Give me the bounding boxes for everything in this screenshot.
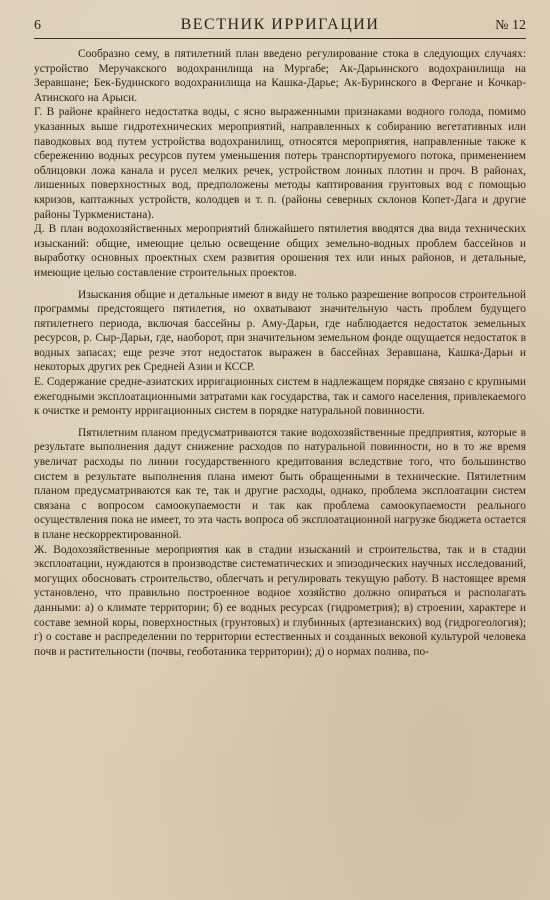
- paragraph-d: Д. В план водохозяйственных мероприятий ближайшего пятилетия вводятся два вида технических изысканий: общие, имеющие целью освещение общих земельно-водных проблем бассейнов и выработку основных проектных схем развития орошения тех или иных районов, и детальные, имеющие целью составление строительных проектов.: [34, 223, 526, 279]
- paragraph-five-year-plan: Пятилетним планом предусматриваются такие водохозяйственные предприятия, которые в результате выполнения дадут снижение расходов по натуральной повинности, но в то же время увеличат расходы по линии государственного кредитования вследствие того, что большинство систем в результате выполнения плана имеют быть обращенными в технические. Пятилетним планом предусматриваются как те, так и другие расходы, однако, проблема эксплоатации систем связана с вопросом самоокупаемости и так как проблема самоокупаемости реального осуществления пока не имеет, то эта часть вопроса об эксплоатационной нагрузке бюджета остается в плане нескорректированной.: [34, 426, 526, 541]
- paragraph-zh: Ж. Водохозяйственные мероприятия как в стадии изысканий и строительства, так и в стадии эксплоатации, нуждаются в производстве систематических и эпизодических научных исследований, могущих обосновать строительство, облегчать и регулировать текущую работу. В настоящее время установлено, что правильно построенное водное хозяйство должно опираться и располагать данными: а) о климате территории; б) ее водных ресурсах (гидрометрия); в) строении, характере и составе земной коры, поверхностных (грунтовых) и глубинных (артезианских) вод (гидрогеология); г) о составе и распределении по территории естественных и созданных вековой культурой человека почв и растительности (почвы, геоботаника территории); д) о нормах полива, по-: [34, 543, 526, 658]
- paragraph-e: Е. Содержание средне-азиатских ирригационных систем в надлежащем порядке связано с крупными ежегодными эксплоатационными затратами как государства, так и самого населения, привлекаемого к очистке и ремонту ирригационных систем в порядке натуральной повинности.: [34, 376, 526, 418]
- page-number: 6: [34, 18, 41, 33]
- paragraph-regulation: Сообразно сему, в пятилетний план введено регулирование стока в следующих случаях: устройство Меручакского водохранилища на Мургабе; Ак-Дарьинского водохранилища на Зеравшане; Бек-Будинского водохранилища на Кашка-Дарье; Ак-Буринского в Фергане и Кочкар-Атинского на Арыси.: [34, 48, 526, 104]
- running-header: [34, 16, 526, 39]
- issue-number: № 12: [495, 18, 526, 33]
- journal-title: ВЕСТНИК ИРРИГАЦИИ: [180, 16, 380, 33]
- article-body: [34, 47, 526, 659]
- paragraph-g: Г. В районе крайнего недостатка воды, с ясно выраженными признаками водного голода, помимо указанных выше гидротехнических мероприятий, направленных к собиранию вегетативных или паводковых вод путем устройства водохранилищ, относятся мероприятия, направленные также к сбережению водных ресурсов путем уменьшения потерь транспортируемого потока, применением облицовки ложа канала и русел мелких речек, устройством лонных плотин и проч. В районах, лишенных поверхностных вод, предположены методы каптирования грунтовых вод с помощью кяризов, каптажных устройств, колодцев и т. п. (районы северных склонов Копет-Дага и другие районы Туркменистана).: [34, 106, 526, 221]
- paragraph-surveys: Изыскания общие и детальные имеют в виду не только разрешение вопросов строительной программы предстоящего пятилетия, но охватывают значительную часть проблем будущего пятилетнего периода, включая бассейны р. Аму-Дарьи, где наблюдается недостаток земельных ресурсов, р. Сыр-Дарьи, где, наоборот, при значительном земельном фонде ощущается недостаток в водных запасах; еще резче этот недостаток выражен в бассейнах Зеравшана, Кашка-Дарьи и некоторых других рек Средней Азии и КССР.: [34, 288, 526, 374]
